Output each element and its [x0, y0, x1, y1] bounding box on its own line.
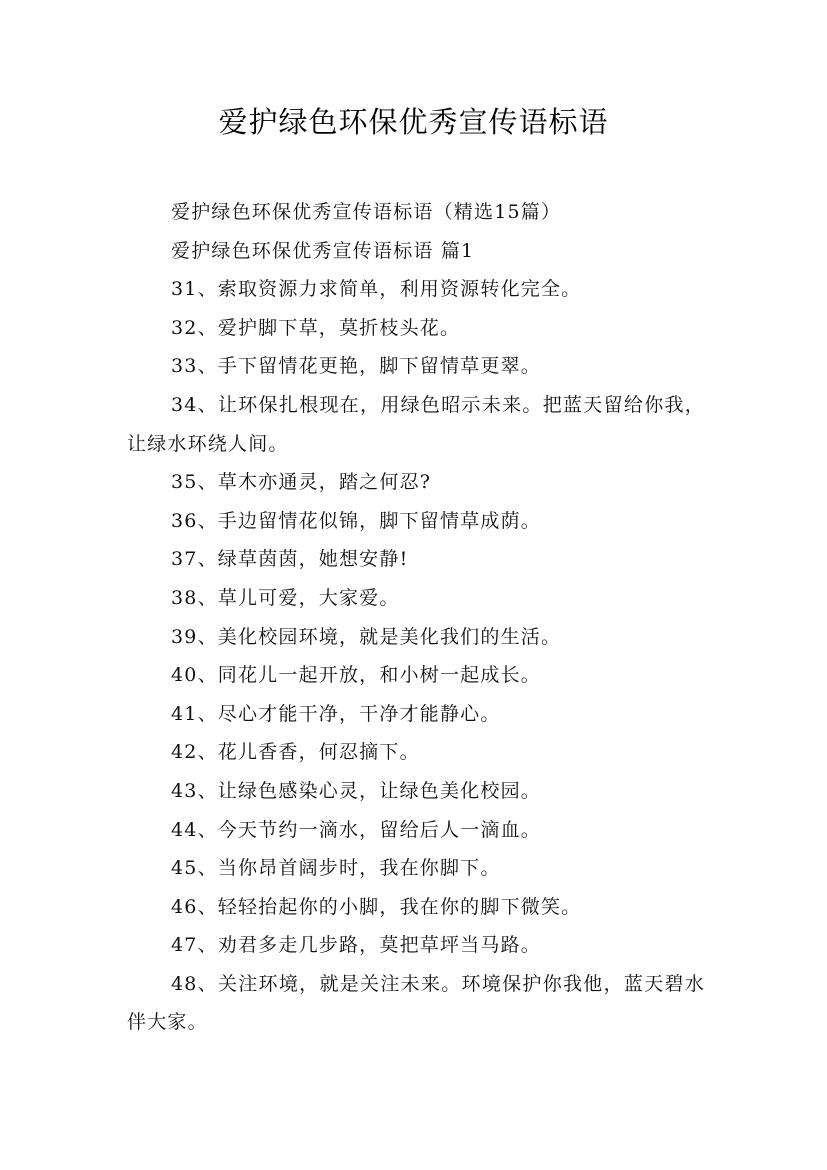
slogan-item: 47、劝君多走几步路，莫把草坪当马路。 [171, 934, 541, 957]
slogan-item: 43、让绿色感染心灵，让绿色美化校园。 [171, 779, 541, 802]
document-body [127, 193, 705, 1042]
slogan-item: 32、爱护脚下草，莫折枝头花。 [171, 316, 461, 339]
slogan-item: 34、让环保扎根现在，用绿色昭示未来。把蓝天留给你我，让绿水环绕人间。 [127, 393, 705, 455]
slogan-item: 31、索取资源力求简单，利用资源转化完全。 [171, 278, 582, 301]
slogan-item: 39、美化校园环境，就是美化我们的生活。 [171, 625, 562, 648]
document-title: 爱护绿色环保优秀宣传语标语 [218, 105, 609, 139]
slogan-item: 42、花儿香香，何忍摘下。 [171, 741, 420, 764]
paragraph-section-heading: 爱护绿色环保优秀宣传语标语 篇1 [171, 239, 475, 262]
slogan-item: 46、轻轻抬起你的小脚，我在你的脚下微笑。 [171, 895, 582, 918]
slogan-item: 36、手边留情花似锦，脚下留情草成荫。 [171, 509, 541, 532]
slogan-item: 41、尽心才能干净，干净才能静心。 [171, 702, 501, 725]
slogan-item: 44、今天节约一滴水，留给后人一滴血。 [171, 818, 541, 841]
slogan-item: 40、同花儿一起开放，和小树一起成长。 [171, 664, 541, 687]
slogan-item: 33、手下留情花更艳，脚下留情草更翠。 [171, 355, 541, 378]
paragraph-intro: 爱护绿色环保优秀宣传语标语（精选15篇） [171, 201, 562, 223]
slogan-item: 45、当你昂首阔步时，我在你脚下。 [171, 857, 501, 880]
slogan-item: 35、草木亦通灵，踏之何忍? [171, 471, 432, 494]
slogan-item: 38、草儿可爱，大家爱。 [171, 586, 400, 609]
slogan-item: 37、绿草茵茵，她想安静! [171, 548, 409, 571]
slogan-item: 48、关注环境，就是关注未来。环境保护你我他，蓝天碧水伴大家。 [127, 972, 705, 1034]
